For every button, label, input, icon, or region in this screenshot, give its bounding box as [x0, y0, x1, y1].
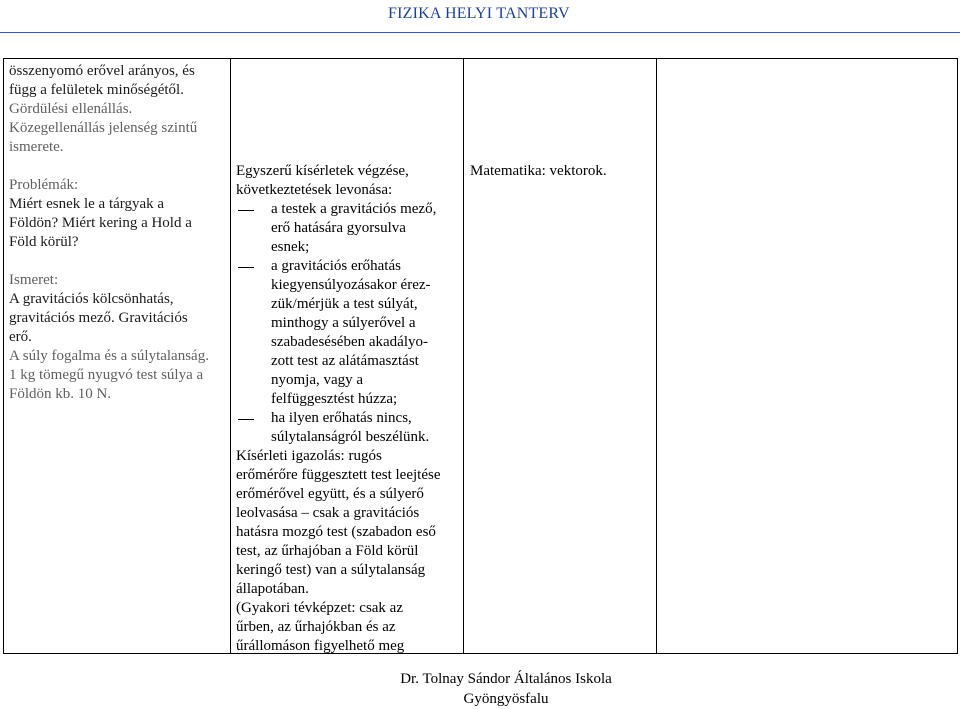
text-line: gravitációs mező. Gravitációs	[9, 310, 188, 326]
text-line: esnek;	[271, 239, 310, 255]
text-line: Föld körül?	[9, 234, 79, 250]
text-line: test, az űrhajóban a Föld körül	[236, 543, 419, 559]
text-line: a testek a gravitációs mező,	[271, 201, 437, 217]
text-line: Földön kb. 10 N.	[9, 386, 112, 402]
text-line: Földön? Miért kering a Hold a	[9, 215, 192, 231]
text-line: ismerete.	[9, 139, 64, 155]
text-line: A gravitációs kölcsönhatás,	[9, 291, 174, 307]
text-line: függ a felületek minőségétől.	[9, 82, 184, 98]
text-line: ha ilyen erőhatás nincs,	[271, 410, 412, 426]
text-line: hatásra mozgó test (szabadon eső	[236, 524, 436, 540]
text-line: erőmérővel együtt, és a súlyerő	[236, 486, 424, 502]
text-line: Miért esnek le a tárgyak a	[9, 196, 165, 212]
column-divider	[656, 58, 657, 654]
knowledge-label: Ismeret:	[9, 272, 59, 288]
links-column	[470, 162, 650, 181]
text-line: Gördülési ellenállás.	[9, 101, 133, 117]
text-line: zük/mérjük a test súlyát,	[271, 296, 418, 312]
text-line: erőmérőre függesztett test leejtése	[236, 467, 441, 483]
text-line: Közegellenállás jelenség szintű	[9, 120, 198, 136]
text-line: a gravitációs erőhatás	[271, 258, 401, 274]
text-line: leolvasása – csak a gravitációs	[236, 505, 420, 521]
text-line: zott test az alátámasztást	[271, 353, 419, 369]
text-line: felfüggesztést húzza;	[271, 391, 398, 407]
text-line: súlytalanságról beszélünk.	[271, 429, 430, 445]
bullet-item	[236, 409, 466, 447]
text-line: keringő test) van a súlytalanság	[236, 562, 426, 578]
text-line: következtetések levonása:	[236, 182, 393, 198]
text-line: űrállomáson figyelhető meg	[236, 638, 405, 654]
header-title: FIZIKA HELYI TANTERV	[388, 5, 570, 22]
text-line: 1 kg tömegű nyugvó test súlya a	[9, 367, 204, 383]
bullet-item	[236, 257, 466, 409]
page-header	[0, 0, 960, 33]
text-line: Egyszerű kísérletek végzése,	[236, 163, 409, 179]
text-line: Kísérleti igazolás: rugós	[236, 448, 382, 464]
page-footer	[0, 669, 960, 709]
text-line: állapotában.	[236, 581, 309, 597]
text-line: űrben, az űrhajókban és az	[236, 619, 396, 635]
bullet-item	[236, 200, 466, 257]
activities-column	[236, 162, 466, 656]
text-line: erő.	[9, 329, 32, 345]
text-line: minthogy a súlyerővel a	[271, 315, 416, 331]
text-line: összenyomó erővel arányos, és	[9, 63, 195, 79]
connection-text: Matematika: vektorok.	[470, 163, 607, 179]
topics-column	[9, 62, 229, 404]
text-line: szabadesésében akadályo-	[271, 334, 429, 350]
text-line: (Gyakori tévképzet: csak az	[236, 600, 403, 616]
column-divider	[230, 58, 231, 654]
school-name: Dr. Tolnay Sándor Általános Iskola	[400, 671, 612, 687]
text-line: kiegyensúlyozásakor érez-	[271, 277, 431, 293]
text-line: A súly fogalma és a súlytalanság.	[9, 348, 209, 364]
text-line: nyomja, vagy a	[271, 372, 364, 388]
text-line: erő hatására gyorsulva	[271, 220, 406, 236]
school-location: Gyöngyösfalu	[463, 691, 549, 707]
problems-label: Problémák:	[9, 177, 79, 193]
